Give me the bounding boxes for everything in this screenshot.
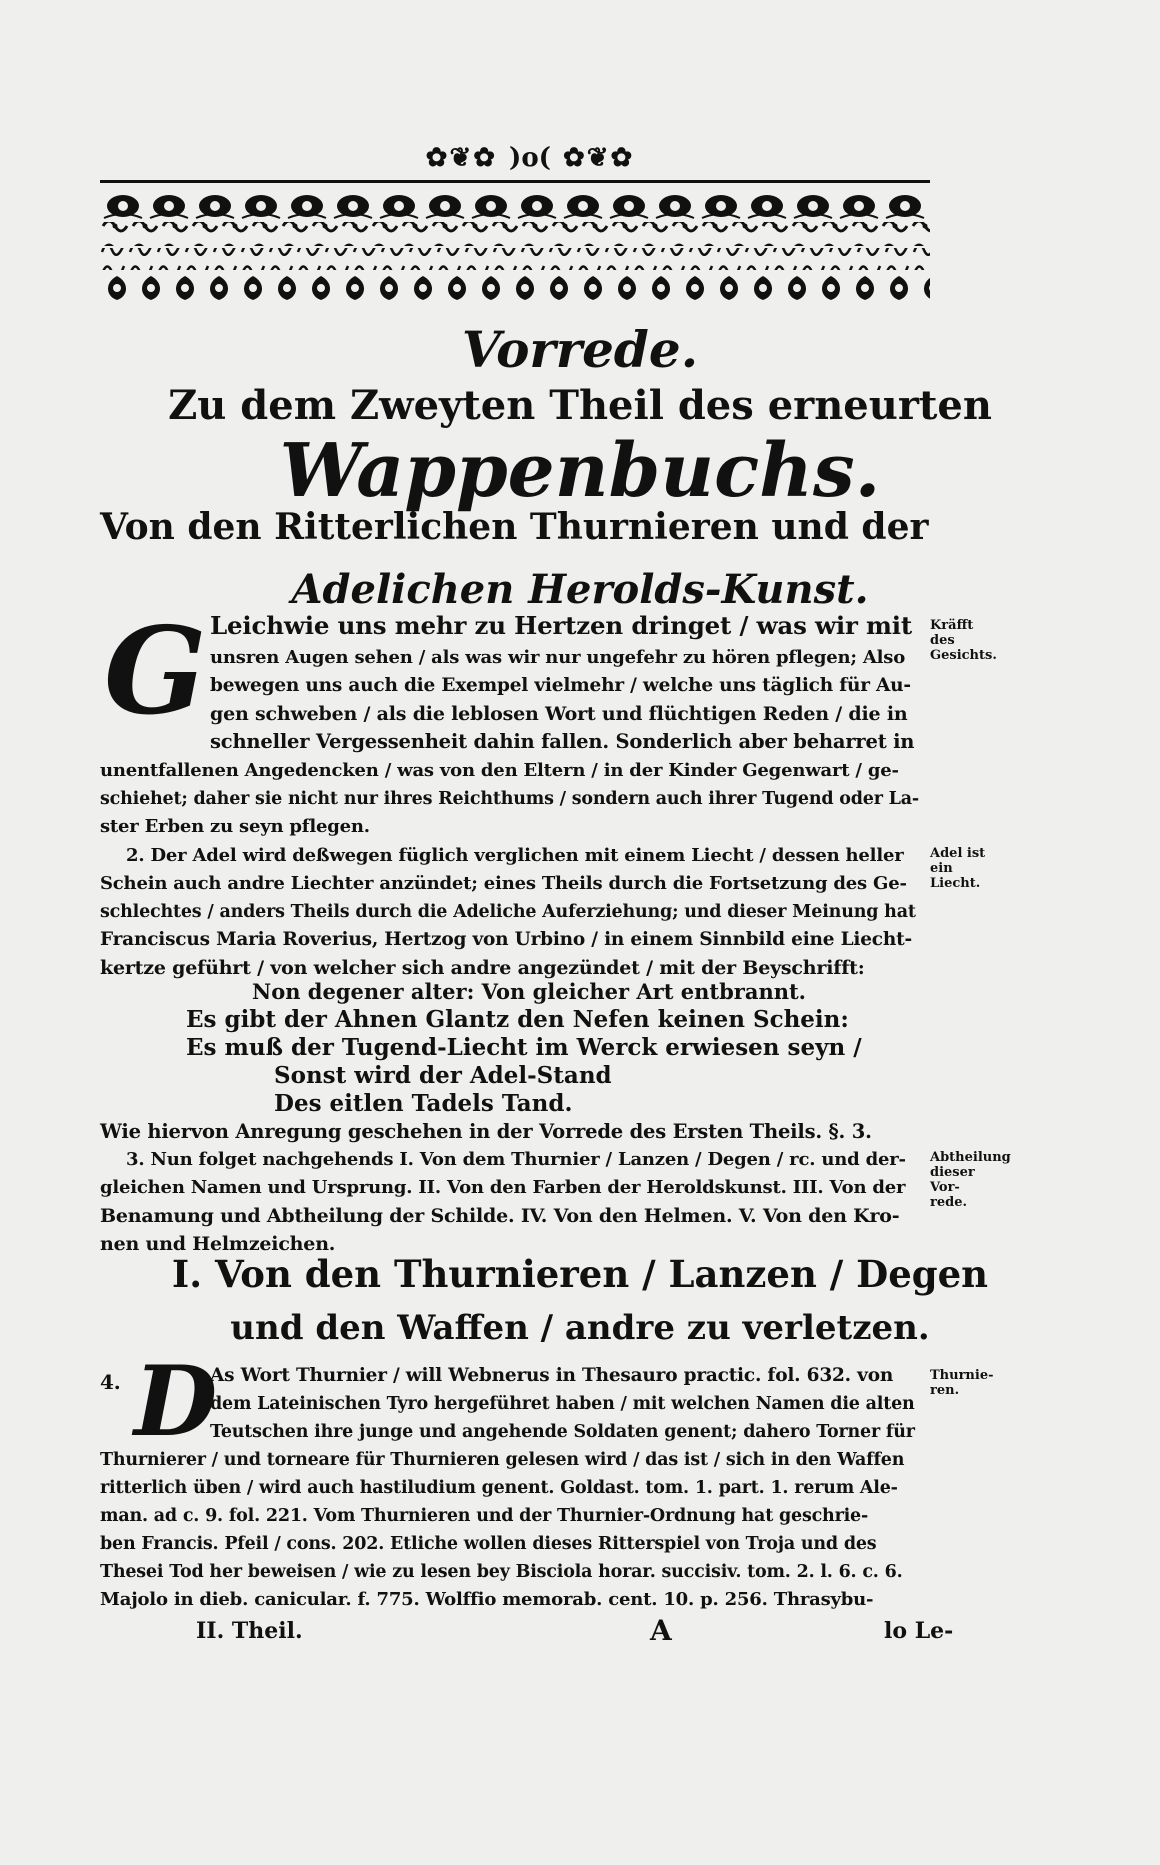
- para4-line: Teutschen ihre junge und angehende Soldaten genent; dahero Torner für: [210, 1422, 915, 1442]
- para4-line: Thesei Tod her beweisen / wie zu lesen bey Bisciola horar. succisiv. tom. 2. l. 6. c. 6.: [100, 1562, 903, 1582]
- para2-line: kertze geführt / von welcher sich andre angezündet / mit der Beyschrifft:: [100, 957, 865, 979]
- para4-line: ritterlich üben / wird auch hastiludium genent. Goldast. tom. 1. part. 1. rerum Ale-: [100, 1478, 898, 1498]
- para2b-line: Wie hiervon Anregung geschehen in der Vorrede des Ersten Theils. §. 3.: [100, 1120, 872, 1143]
- header-ornament: [400, 138, 660, 178]
- para4-line: Majolo in dieb. canicular. f. 775. Wolffio memorab. cent. 10. p. 256. Thrasybu-: [100, 1589, 874, 1610]
- margin-note-line: ren.: [930, 1383, 960, 1398]
- para1-line: gen schweben / als die leblosen Wort und flüchtigen Reden / die in: [210, 703, 908, 725]
- para3-line: nen und Helmzeichen.: [100, 1233, 336, 1255]
- title-line4: Von den Ritterlichen Thurnieren und der: [100, 506, 929, 548]
- ornament-right: ✿❦✿: [562, 143, 635, 173]
- para4-line: dem Lateinischen Tyro hergeführet haben / mit welchen Namen die alten: [210, 1394, 915, 1414]
- para1-line: ster Erben zu seyn pflegen.: [100, 816, 370, 837]
- para3-line: Benamung und Abtheilung der Schilde. IV. Von den Helmen. V. Von den Kro-: [100, 1205, 900, 1227]
- decorative-band: [100, 190, 930, 302]
- title-text: und den Waffen / andre zu verletzen.: [230, 1308, 930, 1348]
- footer-volume: II. Theil.: [196, 1618, 303, 1644]
- para3-line: 3. Nun folget nachgehends I. Von dem Thurnier / Lanzen / Degen / rc. und der-: [126, 1149, 906, 1170]
- section-title-line1: [0, 1252, 1160, 1296]
- verse-line: Es muß der Tugend-Liecht im Werck erwiesen seyn /: [186, 1034, 862, 1061]
- margin-note: [930, 1368, 1002, 1398]
- verse-line: Des eitlen Tadels Tand.: [274, 1090, 573, 1117]
- margin-note: [930, 618, 1002, 663]
- margin-note-line: Kräfft des: [930, 618, 974, 648]
- para3-line: gleichen Namen und Ursprung. II. Von den Farben der Heroldskunst. III. Von der: [100, 1177, 906, 1198]
- margin-note-line: dieser Vor-: [930, 1165, 975, 1195]
- para1-line: schiehet; daher sie nicht nur ihres Reichthums / sondern auch ihrer Tugend oder La-: [100, 789, 919, 809]
- ornament-left: ✿❦✿: [425, 143, 498, 173]
- para2-line: schlechtes / anders Theils durch die Adeliche Auferziehung; und dieser Meinung hat: [100, 902, 916, 922]
- para4-number: 4.: [100, 1370, 121, 1394]
- para4-line: As Wort Thurnier / will Webnerus in Thesauro practic. fol. 632. von: [210, 1365, 894, 1386]
- para4-line: ben Francis. Pfeil / cons. 202. Etliche wollen dieses Ritterspiel von Troja und des: [100, 1534, 877, 1554]
- para2-line: Franciscus Maria Roverius, Hertzog von Urbino / in einem Sinnbild eine Liecht-: [100, 929, 912, 950]
- title-vorrede: Vorrede.: [461, 320, 699, 379]
- para1-line: Leichwie uns mehr zu Hertzen dringet / was wir mit: [210, 611, 913, 640]
- top-rule: [100, 180, 930, 183]
- para1-line: unentfallenen Angedencken / was von den Eltern / in der Kinder Gegenwart / ge-: [100, 760, 899, 781]
- margin-note: [930, 846, 1002, 891]
- footer-signature: A: [650, 1614, 672, 1647]
- margin-note: [930, 1150, 1011, 1210]
- para1-line: schneller Vergessenheit dahin fallen. Sonderlich aber beharret in: [210, 730, 915, 753]
- section-title-line2: [0, 1308, 1160, 1348]
- title-text: Wappenbuchs.: [279, 428, 881, 514]
- verse-line: Es gibt der Ahnen Glantz den Nefen keinen Schein:: [186, 1006, 849, 1033]
- title-text: I. Von den Thurnieren / Lanzen / Degen: [171, 1252, 989, 1296]
- title-line2: [0, 382, 1160, 429]
- dropcap-d: D: [134, 1345, 218, 1458]
- para1-line: bewegen uns auch die Exempel vielmehr / welche uns täglich für Au-: [210, 675, 911, 696]
- margin-note-line: Liecht.: [930, 876, 981, 891]
- ornament-center: )o(: [509, 143, 551, 173]
- margin-note-line: Gesichts.: [930, 648, 997, 663]
- verse-line: Non degener alter: Von gleicher Art entbrannt.: [252, 979, 806, 1004]
- footer-catchword: lo Le-: [884, 1618, 954, 1644]
- margin-note-line: Adel ist ein: [930, 846, 986, 876]
- para4-line: man. ad c. 9. fol. 221. Vom Thurnieren und der Thurnier-Ordnung hat geschrie-: [100, 1506, 869, 1526]
- dropcap-g: G: [104, 601, 207, 742]
- margin-note-line: Abtheilung: [930, 1150, 1011, 1165]
- title-wappenbuchs: [0, 428, 1160, 514]
- margin-note-line: rede.: [930, 1195, 968, 1210]
- para2-line: Schein auch andre Liechter anzündet; eines Theils durch die Fortsetzung des Ge-: [100, 873, 907, 894]
- verse-line: Sonst wird der Adel-Stand: [274, 1062, 612, 1089]
- para1-line: unsren Augen sehen / als was wir nur ungefehr zu hören pflegen; Also: [210, 647, 906, 668]
- para2-line: 2. Der Adel wird deßwegen füglich verglichen mit einem Liecht / dessen heller: [126, 845, 904, 866]
- margin-note-line: Thurnie-: [930, 1368, 994, 1383]
- para4-line: Thurnierer / und torneare für Thurnieren gelesen wird / das ist / sich in den Waffen: [100, 1450, 905, 1470]
- title-text: Adelichen Herolds-Kunst.: [291, 566, 869, 613]
- title-text: Zu dem Zweyten Theil des erneurten: [168, 382, 992, 429]
